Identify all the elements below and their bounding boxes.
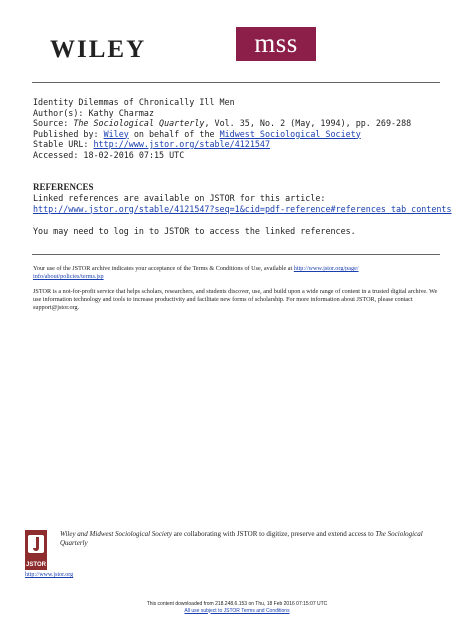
article-stable-url <box>33 139 411 150</box>
about-jstor-notice: JSTOR is a not-for-profit service that helps scholars, researchers, and students discover, use, and build upon a wide range of content in a trusted digital archive. We use information technology and tools to increase productivity and facilitate new forms of scholarship. For more information about JSTOR, please contact support@jstor.org. <box>33 288 438 312</box>
collab-text: are collaborating with JSTOR to digitize, preserve and extend access to <box>171 530 376 538</box>
download-footer <box>0 601 474 614</box>
article-accessed: Accessed: 18-02-2016 07:15 UTC <box>33 149 185 160</box>
terms-conditions-link[interactable]: All use subject to JSTOR Terms and Conditions <box>184 607 290 614</box>
wiley-logo: WILEY <box>50 36 147 63</box>
terms-rule <box>32 254 440 255</box>
article-author: Author(s): Kathy Charmaz <box>33 107 155 118</box>
download-info: This content downloaded from 218.248.6.153 on Thu, 18 Feb 2016 07:15:07 UTC <box>146 601 328 607</box>
source-prefix: Source: <box>33 118 74 128</box>
references-heading: REFERENCES <box>33 182 94 192</box>
publisher-link-wiley[interactable]: Wiley <box>103 128 129 139</box>
collaboration-notice <box>60 530 440 548</box>
terms-text: Your use of the JSTOR archive indicates your acceptance of the Terms & Conditions of Use, available at <box>33 265 294 272</box>
publisher-link-mss[interactable]: Midwest Sociological Society <box>219 128 361 139</box>
source-rest: , Vol. 35, No. 2 (May, 1994), pp. 269-288 <box>204 118 412 128</box>
references-intro: Linked references are available on JSTOR for this article: <box>33 193 326 203</box>
article-metadata <box>33 97 411 160</box>
stable-url-link[interactable]: http://www.jstor.org/stable/4121547 <box>93 139 270 149</box>
article-title: Identity Dilemmas of Chronically Ill Men <box>33 97 235 107</box>
terms-notice <box>33 265 443 281</box>
terms-link-part2[interactable]: info/about/policies/terms.jsp <box>33 273 104 281</box>
jstor-logo-text: JSTOR <box>26 562 46 568</box>
jstor-url-link[interactable]: http://www.jstor.org <box>25 572 74 578</box>
references-link[interactable]: http://www.jstor.org/stable/4121547?seq=1&cid=pdf-reference#references_tab_contents <box>33 203 452 214</box>
terms-link-part1[interactable]: http://www.jstor.org/page/ <box>293 265 359 272</box>
jstor-j-icon <box>28 535 44 553</box>
collab-partners: Wiley and Midwest Sociological Society <box>60 530 172 538</box>
mss-logo: mss <box>236 27 316 61</box>
published-mid: on behalf of the <box>128 128 220 139</box>
article-source <box>33 118 411 129</box>
login-notice: You may need to log in to JSTOR to access the linked references. <box>33 226 356 236</box>
references-block <box>33 193 452 214</box>
source-journal: The Sociological Quarterly <box>73 118 205 128</box>
header-rule <box>32 82 440 83</box>
published-prefix: Published by: <box>33 128 104 139</box>
collab-journal: The Sociological Quarterly <box>60 530 423 547</box>
article-publisher <box>33 129 411 140</box>
stable-prefix: Stable URL: <box>33 139 94 149</box>
